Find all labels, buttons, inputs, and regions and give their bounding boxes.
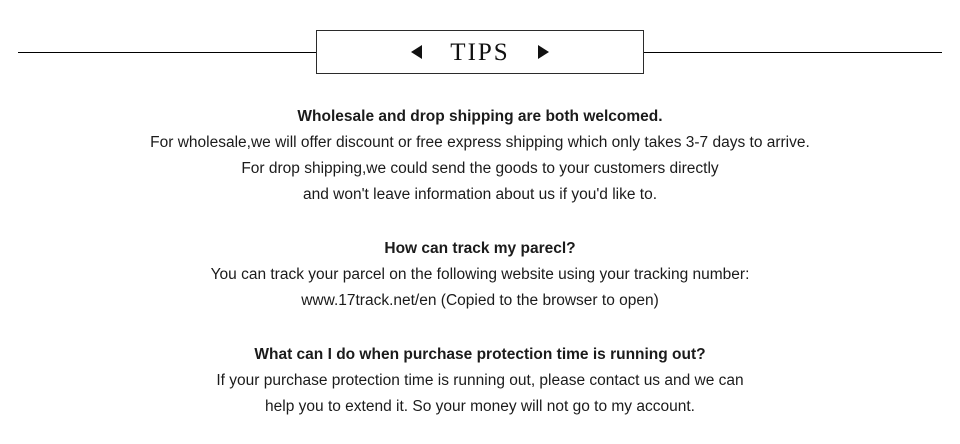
section-tracking-line-2: www.17track.net/en (Copied to the browser to open): [301, 292, 659, 309]
tips-banner: [0, 28, 960, 76]
tips-title-box: [316, 30, 644, 74]
section-protection: [0, 342, 960, 420]
section-protection-line-2: help you to extend it. So your money will not go to my account.: [265, 398, 695, 415]
section-wholesale-line-2: For drop shipping,we could send the goods to your customers directly: [241, 160, 719, 177]
section-tracking-heading: How can track my parecl?: [384, 240, 576, 257]
triangle-left-icon: [411, 45, 422, 59]
section-protection-line-1: If your purchase protection time is running out, please contact us and we can: [216, 372, 744, 389]
section-tracking-line-1: You can track your parcel on the following website using your tracking number:: [210, 266, 750, 283]
triangle-right-icon: [538, 45, 549, 59]
tips-content: [0, 104, 960, 420]
section-wholesale-line-3: and won't leave information about us if you'd like to.: [302, 186, 658, 203]
section-protection-heading: What can I do when purchase protection time is running out?: [254, 346, 706, 363]
banner-rule-right: [644, 52, 942, 53]
tips-title: TIPS: [450, 38, 510, 66]
section-wholesale-line-1: For wholesale,we will offer discount or free express shipping which only takes 3-7 days to arrive.: [150, 134, 810, 151]
section-tracking: [0, 236, 960, 314]
banner-rule-left: [18, 52, 316, 53]
section-wholesale: [0, 104, 960, 208]
section-wholesale-heading: Wholesale and drop shipping are both welcomed.: [297, 108, 663, 125]
